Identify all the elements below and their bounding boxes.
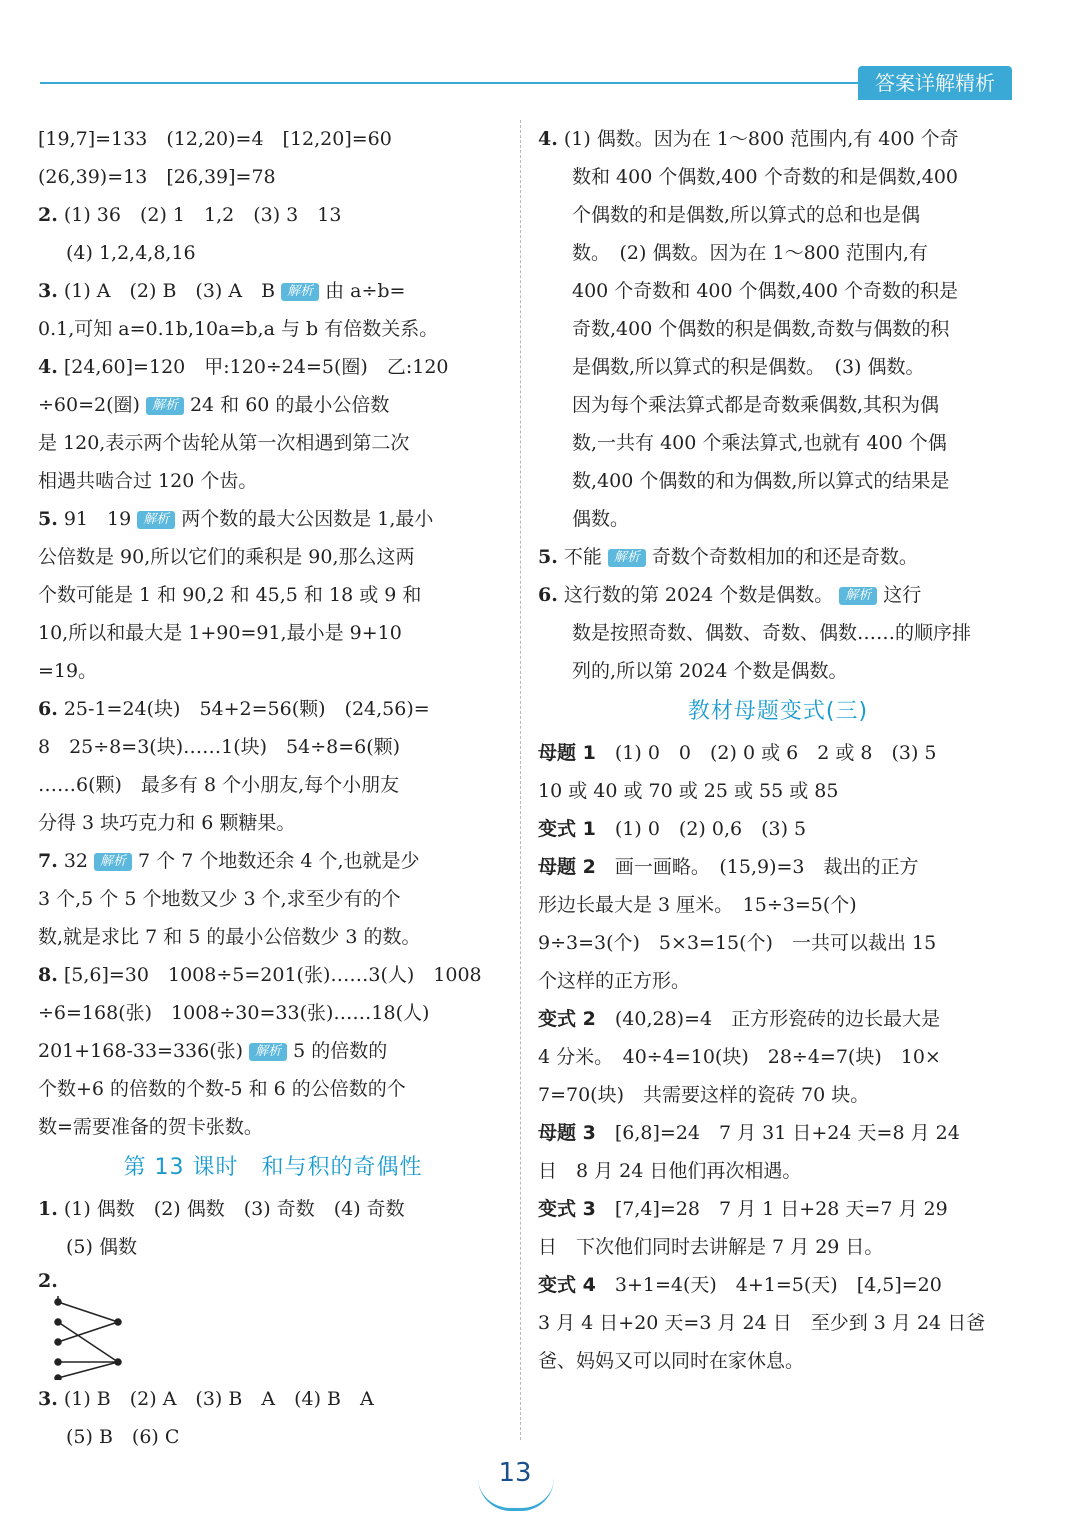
answer-line: 3 个,5 个 5 个地数又少 3 个,求至少有的个 bbox=[38, 888, 401, 910]
analysis-tag: 解析 bbox=[249, 1043, 287, 1061]
answer-5: 5. 不能 解析 奇数个奇数相加的和还是奇数。 bbox=[538, 546, 918, 568]
answer-line: 数。 (2) 偶数。因为在 1～800 范围内,有 bbox=[572, 242, 928, 264]
matching-diagram bbox=[52, 1296, 508, 1380]
analysis-tag: 解析 bbox=[281, 283, 319, 301]
column-divider bbox=[520, 120, 521, 1440]
answer-line: 201+168-33=336(张) 解析 5 的倍数的 bbox=[38, 1040, 388, 1062]
answer-line: 是偶数,所以算式的积是偶数。 (3) 偶数。 bbox=[572, 356, 925, 378]
left-column bbox=[38, 120, 508, 1456]
answer-line: 数,400 个偶数的和为偶数,所以算式的结果是 bbox=[572, 470, 950, 492]
answer-6: 6. 这行数的第 2024 个数是偶数。 解析 这行 bbox=[538, 584, 922, 606]
answer-line: 个这样的正方形。 bbox=[538, 970, 691, 992]
section-title-variants: 教材母题变式(三) bbox=[687, 699, 869, 724]
answer-line: (26,39)=13 [26,39]=78 bbox=[38, 166, 276, 188]
answer-line: ÷6=168(张) 1008÷30=33(张)……18(人) bbox=[38, 1002, 430, 1024]
answer-line: (4) 1,2,4,8,16 bbox=[66, 242, 196, 264]
variant-3: 变式 3 [7,4]=28 7 月 1 日+28 天=7 月 29 bbox=[538, 1198, 948, 1220]
answer-line: 公倍数是 90,所以它们的乘积是 90,那么这两 bbox=[38, 546, 415, 568]
answer-line: 相遇共啮合过 120 个齿。 bbox=[38, 470, 258, 492]
answer-line: 数是按照奇数、偶数、奇数、偶数……的顺序排 bbox=[572, 622, 972, 644]
answer-line: 形边长最大是 3 厘米。 15÷3=5(个) bbox=[538, 894, 857, 916]
answer-5: 5. 91 19 解析 两个数的最大公因数是 1,最小 bbox=[38, 508, 434, 530]
answer-line: (5) B (6) C bbox=[66, 1426, 180, 1448]
answer-line: 列的,所以第 2024 个数是偶数。 bbox=[572, 660, 848, 682]
variant-2: 变式 2 (40,28)=4 正方形瓷砖的边长最大是 bbox=[538, 1008, 941, 1030]
answer-3: 3. (1) A (2) B (3) A B 解析 由 a÷b= bbox=[38, 280, 406, 302]
answer-2: 2. (1) 36 (2) 1 1,2 (3) 3 13 bbox=[38, 204, 342, 226]
page-number: 13 bbox=[498, 1458, 532, 1488]
answer-line: 个数可能是 1 和 90,2 和 45,5 和 18 或 9 和 bbox=[38, 584, 422, 606]
answer-line: 是 120,表示两个齿轮从第一次相遇到第二次 bbox=[38, 432, 410, 454]
analysis-tag: 解析 bbox=[94, 853, 132, 871]
analysis-tag: 解析 bbox=[137, 511, 175, 529]
answer-line: 400 个奇数和 400 个偶数,400 个奇数的积是 bbox=[572, 280, 958, 302]
answer-line: 日 8 月 24 日他们再次相遇。 bbox=[538, 1160, 802, 1182]
analysis-tag: 解析 bbox=[839, 587, 877, 605]
answer-line: 数,就是求比 7 和 5 的最小公倍数少 3 的数。 bbox=[38, 926, 421, 948]
answer-line: 个数+6 的倍数的个数-5 和 6 的公倍数的个 bbox=[38, 1078, 406, 1100]
header-rule bbox=[40, 82, 860, 84]
answer-line: 7=70(块) 共需要这样的瓷砖 70 块。 bbox=[538, 1084, 870, 1106]
answer-4: 4. (1) 偶数。因为在 1～800 范围内,有 400 个奇 bbox=[538, 128, 959, 150]
answer-1: 1. (1) 偶数 (2) 偶数 (3) 奇数 (4) 奇数 bbox=[38, 1198, 405, 1220]
answer-line: 个偶数的和是偶数,所以算式的总和也是偶 bbox=[572, 204, 921, 226]
answer-line: 爸、妈妈又可以同时在家休息。 bbox=[538, 1350, 805, 1372]
variant-4: 变式 4 3+1=4(天) 4+1=5(天) [4,5]=20 bbox=[538, 1274, 942, 1296]
answer-line: 8 25÷8=3(块)……1(块) 54÷8=6(颗) bbox=[38, 736, 401, 758]
matching-lines bbox=[52, 1296, 142, 1380]
answer-line: 数和 400 个偶数,400 个奇数的和是偶数,400 bbox=[572, 166, 958, 188]
analysis-tag: 解析 bbox=[146, 397, 184, 415]
answer-6: 6. 25-1=24(块) 54+2=56(颗) (24,56)= bbox=[38, 698, 430, 720]
variant-1: 变式 1 (1) 0 (2) 0,6 (3) 5 bbox=[538, 818, 807, 840]
answer-3: 3. (1) B (2) A (3) B A (4) B A bbox=[38, 1388, 374, 1410]
answer-line: 9÷3=3(个) 5×3=15(个) 一共可以裁出 15 bbox=[538, 932, 937, 954]
answer-line: 奇数,400 个偶数的积是偶数,奇数与偶数的积 bbox=[572, 318, 950, 340]
analysis-tag: 解析 bbox=[608, 549, 646, 567]
answer-line: 4 分米。 40÷4=10(块) 28÷4=7(块) 10× bbox=[538, 1046, 941, 1068]
section-title-lesson-13: 第 13 课时 和与积的奇偶性 bbox=[123, 1155, 423, 1180]
answer-line: 10 或 40 或 70 或 25 或 55 或 85 bbox=[538, 780, 839, 802]
answer-line: (5) 偶数 bbox=[66, 1236, 137, 1258]
mother-question-2: 母题 2 画一画略。 (15,9)=3 裁出的正方 bbox=[538, 856, 919, 878]
answer-line: 偶数。 bbox=[572, 508, 630, 530]
answer-4: 4. [24,60]=120 甲:120÷24=5(圈) 乙:120 bbox=[38, 356, 449, 378]
answer-line: 日 下次他们同时去讲解是 7 月 29 日。 bbox=[538, 1236, 884, 1258]
mother-question-1: 母题 1 (1) 0 0 (2) 0 或 6 2 或 8 (3) 5 bbox=[538, 742, 937, 764]
answer-line: 分得 3 块巧克力和 6 颗糖果。 bbox=[38, 812, 296, 834]
answer-line: [19,7]=133 (12,20)=4 [12,20]=60 bbox=[38, 128, 392, 150]
answer-8: 8. [5,6]=30 1008÷5=201(张)……3(人) 1008 bbox=[38, 964, 482, 986]
mother-question-3: 母题 3 [6,8]=24 7 月 31 日+24 天=8 月 24 bbox=[538, 1122, 960, 1144]
answer-line: 3 月 4 日+20 天=3 月 24 日 至少到 3 月 24 日爸 bbox=[538, 1312, 986, 1334]
answer-line: 数,一共有 400 个乘法算式,也就有 400 个偶 bbox=[572, 432, 947, 454]
answer-line: ……6(颗) 最多有 8 个小朋友,每个小朋友 bbox=[38, 774, 400, 796]
answer-line: 10,所以和最大是 1+90=91,最小是 9+10 bbox=[38, 622, 402, 644]
right-column bbox=[538, 120, 1018, 1380]
answer-line: ÷60=2(圈) 解析 24 和 60 的最小公倍数 bbox=[38, 394, 390, 416]
answer-2-diagram-label: 2. bbox=[38, 1270, 58, 1292]
answer-line: 因为每个乘法算式都是奇数乘偶数,其积为偶 bbox=[572, 394, 940, 416]
answer-line: 0.1,可知 a=0.1b,10a=b,a 与 b 有倍数关系。 bbox=[38, 318, 439, 340]
header-badge: 答案详解精析 bbox=[858, 66, 1012, 100]
answer-line: =19。 bbox=[38, 660, 98, 682]
answer-line: 数=需要准备的贺卡张数。 bbox=[38, 1116, 263, 1138]
answer-7: 7. 32 解析 7 个 7 个地数还余 4 个,也就是少 bbox=[38, 850, 420, 872]
